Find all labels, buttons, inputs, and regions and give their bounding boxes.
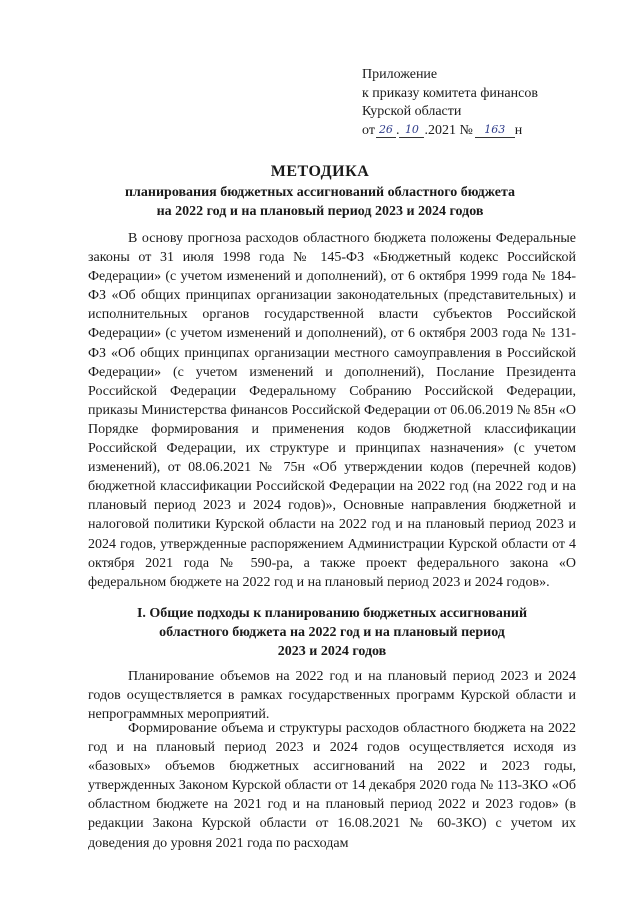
handwritten-order-number: 163 [475, 123, 515, 138]
order-suffix: н [514, 122, 523, 138]
subtitle-line-1: планирования бюджетных ассигнований областного бюджета [124, 185, 515, 200]
section-heading-line-3: 2023 и 2024 годов [277, 644, 387, 659]
appendix-line-1: Приложение [362, 67, 438, 82]
handwritten-month: 10 [399, 123, 424, 138]
section-1-heading [88, 604, 576, 661]
document-title: МЕТОДИКА [270, 163, 370, 180]
appendix-date-line [362, 122, 538, 141]
intro-paragraph: В основу прогноза расходов областного бюджета положены Федеральные законы от 31 июля 1998 года № 145-ФЗ «Бюджетный кодекс Российской Федерации» (с учетом изменений и дополнений), от 6 октября 1999 года № 184-ФЗ «Об общих принципах организации законодательных (представительных) и исполнительных органов государственной власти субъектов Российской Федерации» (с учетом изменений и дополнений), от 6 октября 2003 года № 131-ФЗ «Об общих принципах организации местного самоуправления в Российской Федерации» (с учетом изменений и дополнений), Послание Президента Российской Федерации Федеральному Собранию Российской Федерации, приказы Министерства финансов Российской Федерации от 06.06.2019 № 85н «О Порядке формирования и применения кодов бюджетной классификации Российской Федерации, их структуре и принципах назначения» (с учетом изменений), от 08.06.2021 № 75н «Об утверждении кодов (перечней кодов) бюджетной классификации Российской Федерации на 2022 год (на 2022 год и на плановый период 2023 и 2024 годов)», Основные направления бюджетной и налоговой политики Курской области на 2022 год и на плановый период 2023 и 2024 годов, утвержденные распоряжением Администрации Курской области от 4 октября 2021 года № 590-ра, а также проект федерального закона «О федеральном бюджете на 2022 год и на плановый период 2023 и 2024 годов». [88, 231, 576, 590]
section-heading-line-1: I. Общие подходы к планированию бюджетных ассигнований [136, 606, 528, 621]
handwritten-day: 26 [376, 123, 396, 138]
section-heading-line-2: областного бюджета на 2022 год и на плановый период [159, 625, 505, 640]
section-1-paragraph-1: Планирование объемов на 2022 год и на плановый период 2023 и 2024 годов осуществляется в рамках государственных программ Курской области и непрограммных мероприятий. [88, 669, 576, 723]
date-year: .2021 № [424, 122, 473, 138]
date-prefix: от [362, 122, 375, 138]
date-separator: . [395, 122, 400, 138]
document-subtitle [60, 183, 580, 221]
appendix-line-3: Курской области [362, 104, 462, 119]
appendix-block [362, 66, 538, 140]
appendix-line-2: к приказу комитета финансов [362, 85, 538, 101]
section-1-paragraph-2: Формирование объема и структуры расходов областного бюджета на 2022 год и на плановый период 2023 и 2024 годов осуществляется исходя из «базовых» объемов бюджетных ассигнований на 2022 и 2023 годы, утвержденных Законом Курской области от 14 декабря 2020 года № 113-ЗКО «Об областном бюджете на 2021 год и на плановый период 2022 и 2023 годов» (в редакции Закона Курской области от 16.08.2021 № 60-ЗКО) с учетом их доведения до уровня 2021 года по расходам [88, 721, 576, 851]
subtitle-line-2: на 2022 год и на плановый период 2023 и 2024 годов [156, 204, 484, 219]
